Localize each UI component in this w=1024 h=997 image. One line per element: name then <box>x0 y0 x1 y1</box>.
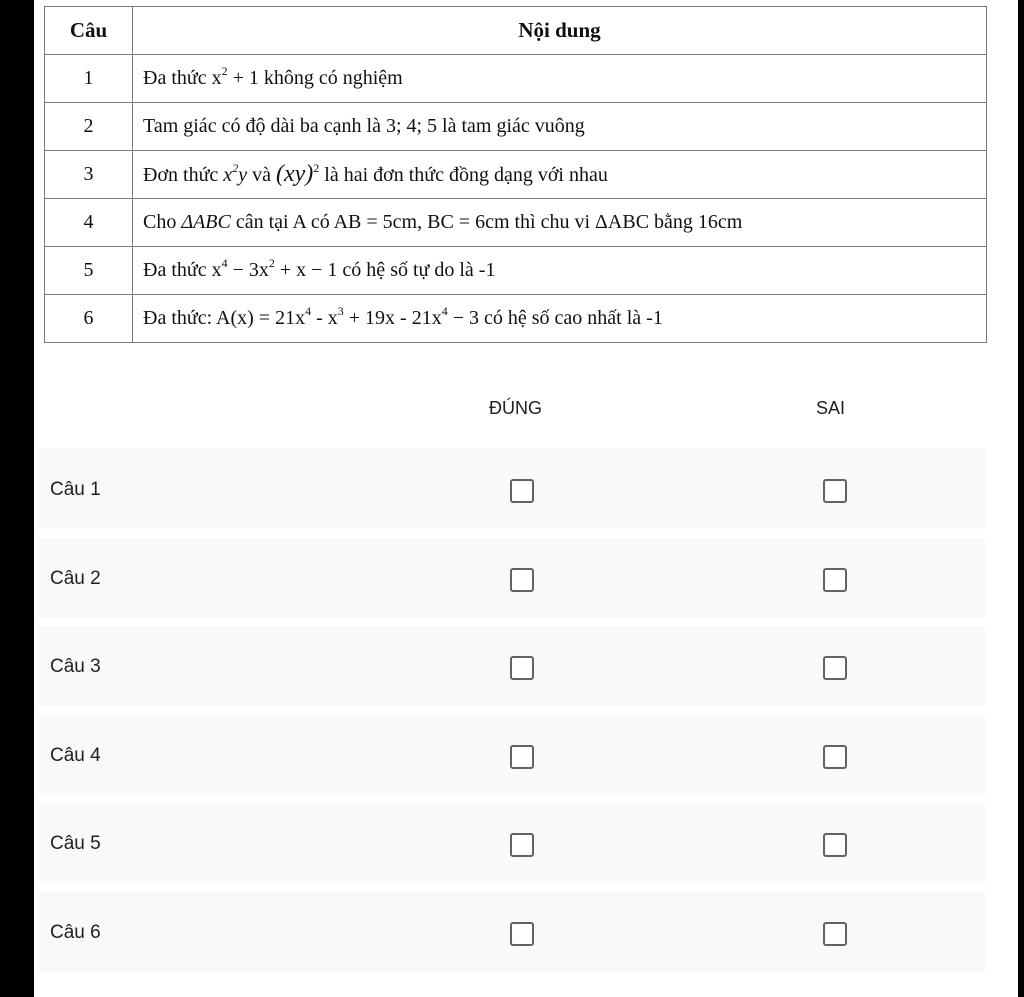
checkbox-false-3[interactable] <box>823 656 847 680</box>
row-content: Đa thức: $A(x) = 21x^4 - x^3 + 19x - 21x^4 - 3$ có hệ số cao nhất là -1 <box>133 295 987 343</box>
grid-row-label: Câu 4 <box>50 745 101 766</box>
grid-row-4 <box>38 715 986 795</box>
checkbox-true-3[interactable] <box>510 656 534 680</box>
header-content: Nội dung <box>133 7 987 55</box>
checkbox-false-2[interactable] <box>823 568 847 592</box>
checkbox-true-2[interactable] <box>510 568 534 592</box>
grid-row-3 <box>38 626 986 706</box>
grid-row-1 <box>38 449 986 529</box>
grid-row-label: Câu 3 <box>50 656 101 677</box>
question-table <box>44 6 987 343</box>
column-header-false: SAI <box>816 398 846 418</box>
row-content: Đa thức $x^4 - 3x^2 + x - 1$ có hệ số tự do là -1 <box>133 247 987 295</box>
table-row <box>45 295 987 343</box>
checkbox-false-4[interactable] <box>823 745 847 769</box>
row-content: Đa thức $x^2 + 1$ không có nghiệm <box>133 55 987 103</box>
row-number: 1 <box>45 55 133 103</box>
table-row <box>45 151 987 199</box>
row-number: 4 <box>45 199 133 247</box>
row-number: 5 <box>45 247 133 295</box>
row-number: 6 <box>45 295 133 343</box>
column-header-true: ĐÚNG <box>489 398 542 418</box>
checkbox-true-5[interactable] <box>510 833 534 857</box>
checkbox-false-6[interactable] <box>823 922 847 946</box>
grid-row-label: Câu 6 <box>50 922 101 943</box>
grid-row-5 <box>38 803 986 883</box>
row-number: 3 <box>45 151 133 199</box>
table-header-row <box>45 7 987 55</box>
checkbox-true-1[interactable] <box>510 479 534 503</box>
grid-row-label: Câu 5 <box>50 833 101 854</box>
row-content: Tam giác có độ dài ba cạnh là 3; 4; 5 là tam giác vuông <box>133 103 987 151</box>
checkbox-true-6[interactable] <box>510 922 534 946</box>
table-row <box>45 199 987 247</box>
header-number: Câu <box>45 7 133 55</box>
checkbox-false-1[interactable] <box>823 479 847 503</box>
table-row <box>45 55 987 103</box>
table-row <box>45 247 987 295</box>
grid-row-label: Câu 2 <box>50 568 101 589</box>
form-sheet <box>34 0 1024 997</box>
row-number: 2 <box>45 103 133 151</box>
checkbox-true-4[interactable] <box>510 745 534 769</box>
grid-row-label: Câu 1 <box>50 479 101 500</box>
table-row <box>45 103 987 151</box>
checkbox-false-5[interactable] <box>823 833 847 857</box>
grid-row-2 <box>38 538 986 618</box>
right-border <box>1018 0 1024 997</box>
row-content: Đơn thức $x^2y$ và (xy)$^2$ là hai đơn thức đồng dạng với nhau <box>133 151 987 199</box>
grid-row-6 <box>38 892 986 972</box>
row-content: Cho ΔABC cân tại A có AB = 5cm, BC = 6cm thì chu vi ΔABC bằng 16cm <box>133 199 987 247</box>
